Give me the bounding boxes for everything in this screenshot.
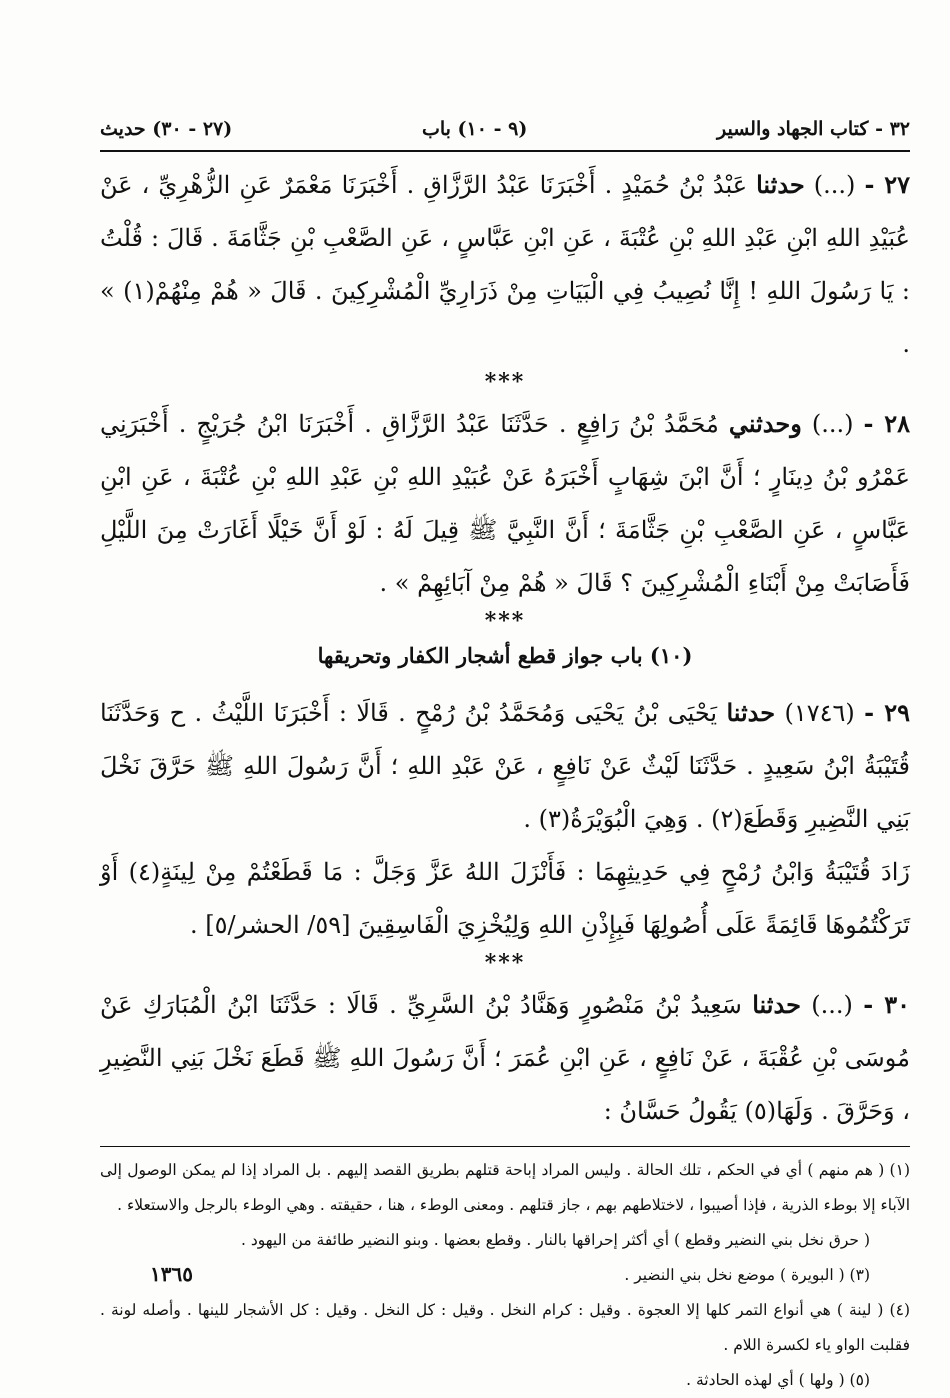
footnote-3: (٣) ( البويرة ) موضع نخل بني النضير .: [624, 1266, 870, 1284]
header-rule: [100, 150, 910, 152]
page-number: ١٣٦٥: [150, 1262, 193, 1286]
separator-stars: ***: [484, 608, 526, 634]
hadith-27: [100, 158, 910, 371]
hadith-30: [100, 978, 910, 1138]
hadith-number: ٢٨ -: [863, 409, 911, 438]
hadith-ref: (...): [811, 991, 853, 1019]
footnote-2: ( حرق نخل بني النضير وقطع ) أي أكثر إحراقها بالنار . وقطع بعضها . وبنو النضير طائفة من اليهود .: [240, 1231, 870, 1249]
hadith-lead-word: حدثنا: [756, 170, 805, 199]
header-chapter-range: (٩ - ١٠) باب: [421, 118, 528, 140]
hadith-text: يَحْيَى بْنُ يَحْيَى وَمُحَمَّدُ بْنُ رُمْحٍ . قَالَا : أَخْبَرَنَا اللَّيْثُ . ح وَحَدَّثَنَا قُتَيْبَةُ ابْنُ سَعِيدٍ . حَدَّثَنَا لَيْثٌ عَنْ نَافِعٍ ، عَنْ عَبْدِ اللهِ ؛ أَنَّ رَسُولَ اللهِ ﷺ حَرَّقَ نَخْلَ بَنِي النَّضِيرِ وَقَطَعَ(٢) . وَهِيَ الْبُوَيْرَةُ(٣) .: [100, 699, 910, 833]
hadith-ref: (...): [811, 410, 854, 438]
hadith-text: سَعِيدُ بْنُ مَنْصُورٍ وَهَنَّادُ بْنُ السَّرِيِّ . قَالَا : حَدَّثَنَا ابْنُ الْمُبَارَكِ عَنْ مُوسَى بْنِ عُقْبَةَ ، عَنْ نَافِعٍ ، عَنِ ابْنِ عُمَرَ ؛ أَنَّ رَسُولَ اللهِ ﷺ قَطَعَ نَخْلَ بَنِي النَّضِيرِ ، وَحَرَّقَ . وَلَهَا(٥) يَقُولُ حَسَّانُ :: [100, 991, 910, 1125]
hadith-text: عَبْدُ بْنُ حُمَيْدٍ . أَخْبَرَنَا عَبْدُ الرَّزَّاقِ . أَخْبَرَنَا مَعْمَرٌ عَنِ الزُّهْرِيِّ ، عَنْ عُبَيْدِ اللهِ ابْنِ عَبْدِ اللهِ بْنِ عُتْبَةَ ، عَنِ ابْنِ عَبَّاسٍ ، عَنِ الصَّعْبِ بْنِ جَثَّامَةَ . قَالَ : قُلْتُ : يَا رَسُولَ اللهِ ! إِنَّا نُصِيبُ فِي الْبَيَاتِ مِنْ ذَرَارِيِّ الْمُشْرِكِينَ . قَالَ « هُمْ مِنْهُمْ(١) » .: [100, 171, 910, 358]
hadith-lead-word: حدثنا: [752, 990, 801, 1019]
hadith-28: [100, 397, 910, 610]
hadith-number: ٢٧ -: [864, 170, 910, 199]
hadith-number: ٣٠ -: [863, 990, 910, 1019]
hadith-ref: (١٧٤٦): [784, 699, 855, 727]
main-text: [100, 158, 910, 1138]
hadith-29-addition: [100, 846, 910, 952]
hadith-lead-word: حدثنا: [726, 698, 776, 727]
page: [100, 110, 910, 1398]
chapter-title: (١٠) باب جواز قطع أشجار الكفار وتحريقها: [317, 643, 693, 668]
footnote-4: (٤) ( لينة ) هي أنواع التمر كلها إلا العجوة . وقيل : كرام النخل . وقيل : كل النخل . وقيل : كل الأشجار للينها . وأصله لونة . فقلبت الواو ياء لكسرة اللام .: [100, 1301, 910, 1354]
footnote-1: (١) ( هم منهم ) أي في الحكم ، تلك الحالة . وليس المراد إباحة قتلهم بطريق القصد إليهم . بل المراد إذا لم يمكن الوصول إلى الآباء إلا بوطء الذرية ، فإذا أصيبوا ، لاختلاطهم بهم ، جاز قتلهم . ومعنى الوطء ، هنا ، حقيقته . وهي الوطء بالرجل والاستعلاء .: [100, 1161, 910, 1214]
footnotes: [100, 1153, 910, 1398]
separator-stars: ***: [484, 369, 526, 395]
footnote-rule: [100, 1146, 910, 1147]
header-book-title: ٣٢ - كتاب الجهاد والسير: [717, 118, 910, 140]
footnote-5: (٥) ( ولها ) أي لهذه الحادثة .: [686, 1371, 870, 1389]
hadith-lead-word: وحدثني: [728, 409, 802, 438]
hadith-text: مُحَمَّدُ بْنُ رَافِعٍ . حَدَّثَنَا عَبْدُ الرَّزَّاقِ . أَخْبَرَنَا ابْنُ جُرَيْجٍ . أَخْبَرَنِي عَمْرُو بْنُ دِينَارٍ ؛ أَنَّ ابْنَ شِهَابٍ أَخْبَرَهُ عَنْ عُبَيْدِ اللهِ بْنِ عَبْدِ اللهِ بْنِ عُتْبَةَ ، عَنِ ابْنِ عَبَّاسٍ ، عَنِ الصَّعْبِ بْنِ جَثَّامَةَ ؛ أَنَّ النَّبِيَّ ﷺ قِيلَ لَهُ : لَوْ أَنَّ خَيْلًا أَغَارَتْ مِنَ اللَّيْلِ فَأَصَابَتْ مِنْ أَبْنَاءِ الْمُشْرِكِينَ ؟ قَالَ « هُمْ مِنْ آبَائِهِمْ » .: [100, 410, 910, 597]
hadith-number: ٢٩ -: [864, 698, 911, 727]
running-header: [100, 110, 910, 148]
header-hadith-range: (٢٧ - ٣٠) حديث: [100, 118, 233, 140]
hadith-29: [100, 686, 910, 846]
hadith-ref: (...): [813, 171, 856, 199]
hadith-text: زَادَ قُتَيْبَةُ وَابْنُ رُمْحٍ فِي حَدِيثِهِمَا : فَأَنْزَلَ اللهُ عَزَّ وَجَلَّ : مَا قَطَعْتُمْ مِنْ لِينَةٍ(٤) أَوْ تَرَكْتُمُوهَا قَائِمَةً عَلَى أُصُولِهَا فَبِإِذْنِ اللهِ وَلِيُخْزِيَ الْفَاسِقِينَ [٥٩/ الحشر/٥] .: [100, 858, 911, 939]
separator-stars: ***: [484, 950, 526, 976]
